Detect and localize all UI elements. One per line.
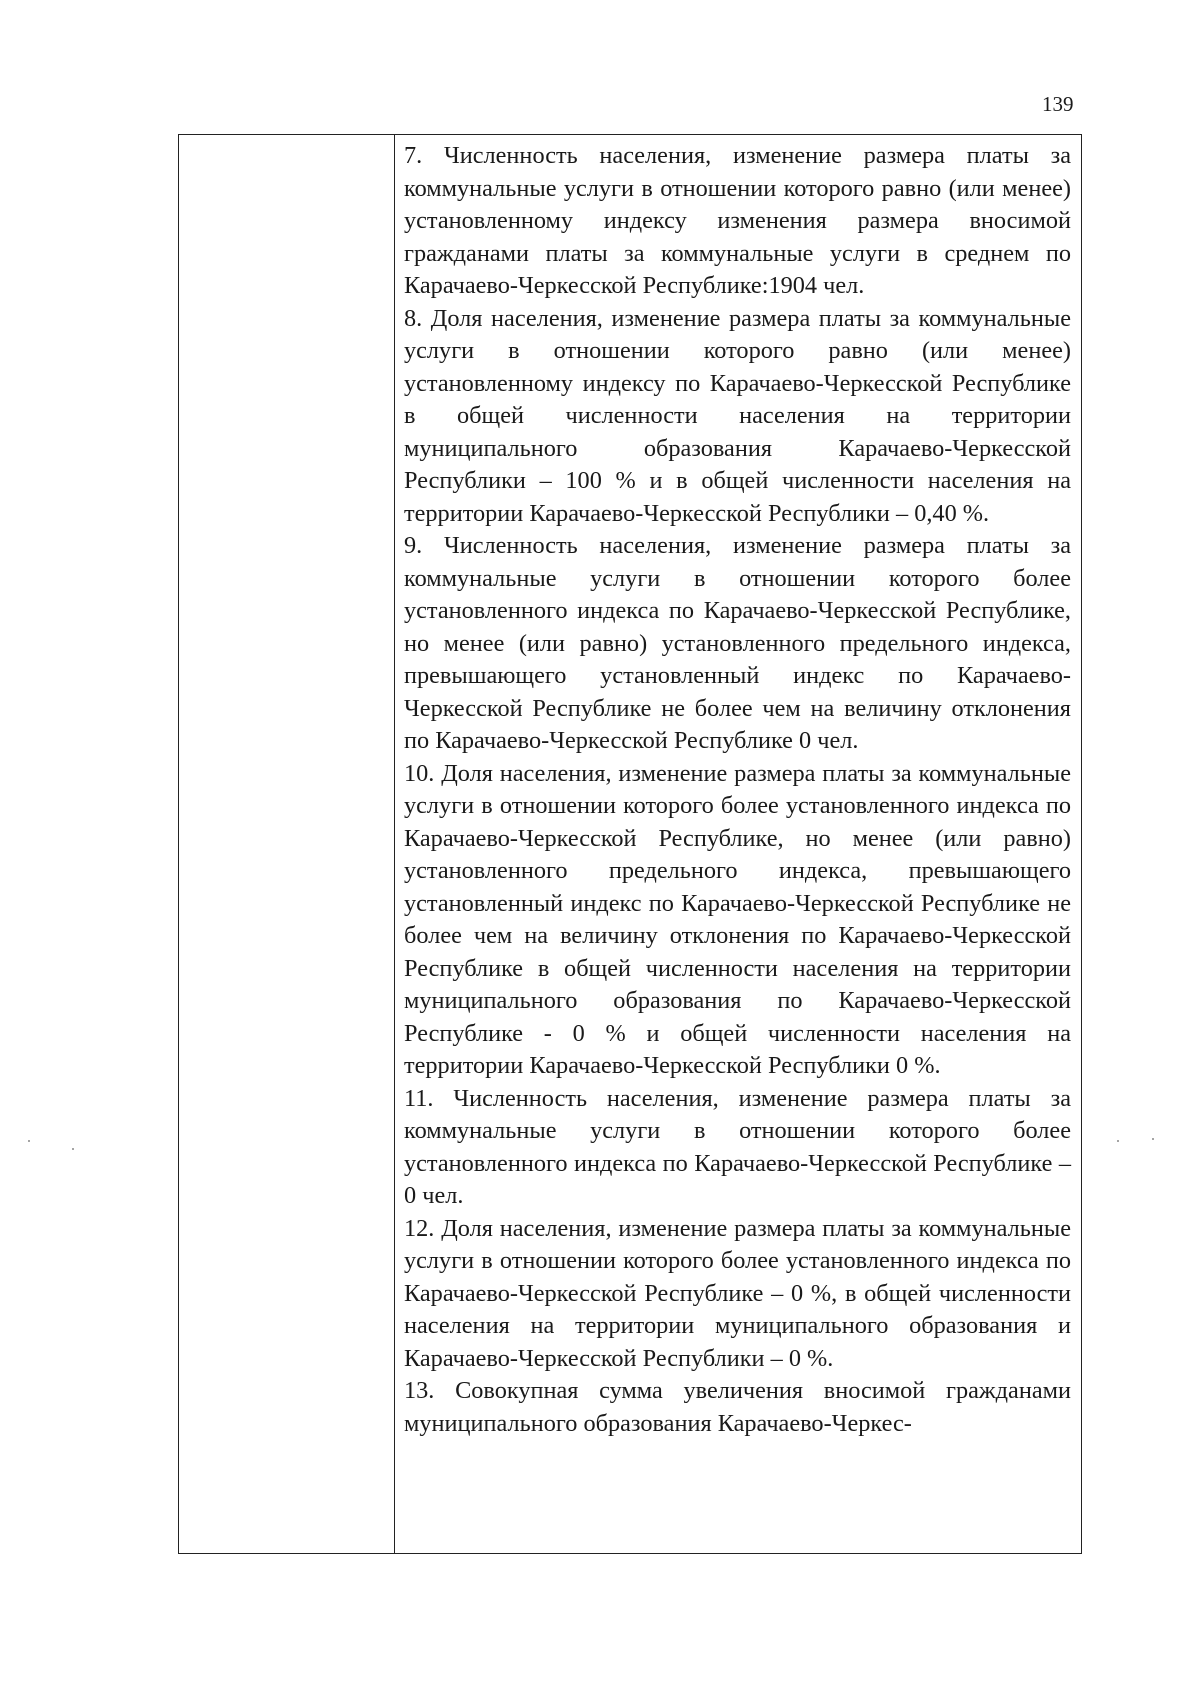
scan-speck [72,1148,74,1150]
scan-speck [1117,1140,1119,1142]
paragraph-item-9: 9. Численность населения, изменение размера платы за коммунальные услуги в отношении которого более установленного индекса по Карачаево-Черкесской Республике, но менее (или равно) установленного предельного индекса, превышающего установленный индекс по Карачаево-Черкесской Республике не более чем на величину отклонения по Карачаево-Черкесской Республике 0 чел. [404,532,1071,754]
scan-speck [1152,1138,1154,1140]
paragraph-item-7: 7. Численность населения, изменение размера платы за коммунальные услуги в отношении которого равно (или менее) установленному индексу изменения размера вносимой гражданами платы за коммунальные услуги в среднем по Карачаево-Черкесской Республике:1904 чел. [404,142,1071,299]
paragraph-item-13: 13. Совокупная сумма увеличения вносимой гражданами муниципального образования Карачаево-Черкес- [404,1377,1071,1437]
paragraph-item-12: 12. Доля населения, изменение размера платы за коммунальные услуги в отношении которого более установленного индекса по Карачаево-Черкесской Республике – 0 %, в общей численности населения на территории муниципального образования и Карачаево-Черкесской Республики – 0 %. [404,1214,1071,1372]
table-left-cell [179,135,395,1553]
paragraph-item-10: 10. Доля населения, изменение размера платы за коммунальные услуги в отношении которого более установленного индекса по Карачаево-Черкесской Республике, но менее (или равно) установленного предельного индекса, превышающего установленный индекс по Карачаево-Черкесской Республике не более чем на величину отклонения по Карачаево-Черкесской Республике в общей численности населения на территории муниципального образования по Карачаево-Черкесской Республике - 0 % и общей численности населения на территории Карачаево-Черкесской Республики 0 %. [404,759,1071,1079]
paragraph-item-11: 11. Численность населения, изменение размера платы за коммунальные услуги в отношении которого более установленного индекса по Карачаево-Черкесской Республике – 0 чел. [404,1084,1071,1209]
scan-speck [28,1140,30,1142]
document-table [178,134,1082,1554]
page-number: 139 [1042,92,1074,116]
paragraph-item-8: 8. Доля населения, изменение размера платы за коммунальные услуги в отношении которого равно (или менее) установленному индексу по Карачаево-Черкесской Республике в общей численности населения на территории муниципального образования Карачаево-Черкесской Республики – 100 % и в общей численности населения на территории Карачаево-Черкесской Республики – 0,40 %. [404,304,1071,527]
table-right-cell [395,135,1081,1553]
